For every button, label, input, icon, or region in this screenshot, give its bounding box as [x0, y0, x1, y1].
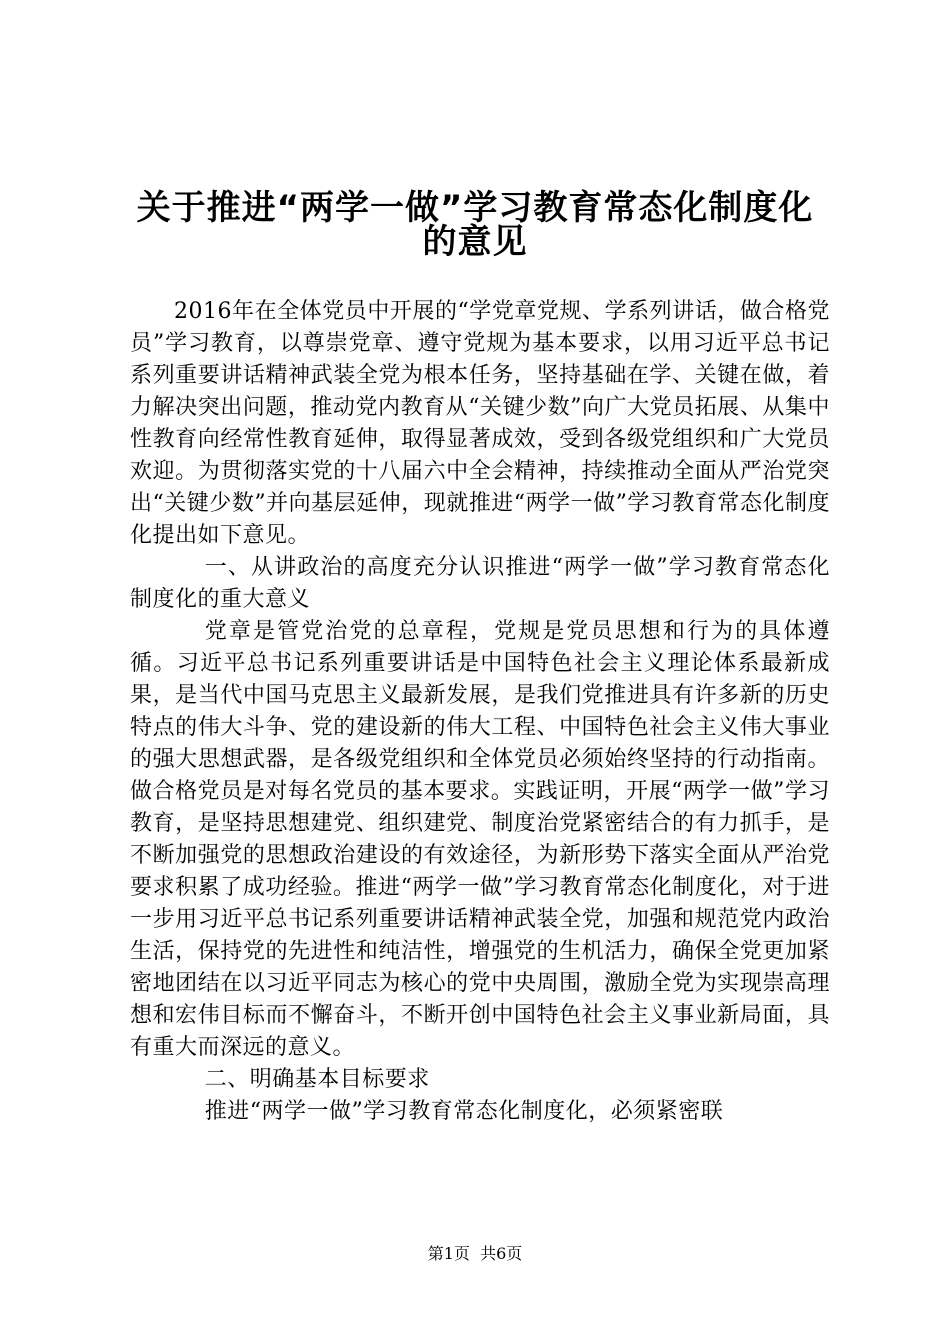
section-1-paragraph: 党章是管党治党的总章程，党规是党员思想和行为的具体遵循。习近平总书记系列重要讲话是中国特色社会主义理论体系最新成果，是当代中国马克思主义最新发展，是我们党推进具有许多新的历史特点的伟大斗争、党的建设新的伟大工程、中国特色社会主义伟大事业的强大思想武器，是各级党组织和全体党员必须始终坚持的行动指南。做合格党员是对每名党员的基本要求。实践证明，开展“两学一做”学习教育，是坚持思想建党、组织建党、制度治党紧密结合的有力抓手，是不断加强党的思想政治建设的有效途径，为新形势下落实全面从严治党要求积累了成功经验。推进“两学一做”学习教育常态化制度化，对于进一步用习近平总书记系列重要讲话精神武装全党，加强和规范党内政治生活，保持党的先进性和纯洁性，增强党的生机活力，确保全党更加紧密地团结在以习近平同志为核心的党中央周围，激励全党为实现崇高理想和宏伟目标而不懈奋斗，不断开创中国特色社会主义事业新局面，具有重大而深远的意义。 [130, 619, 830, 1060]
section-heading-1: 一、从讲政治的高度充分认识推进“两学一做”学习教育常态化制度化的重大意义 [130, 555, 830, 612]
page-footer: 第1页 共6页 [427, 1244, 523, 1263]
document-title-line-1: 关于推进“两学一做”学习教育常态化制度化 [136, 188, 814, 228]
section-2-paragraph: 推进“两学一做”学习教育常态化制度化，必须紧密联 [204, 1099, 724, 1124]
document-body [130, 296, 830, 1128]
section-heading-2: 二、明确基本目标要求 [204, 1067, 430, 1092]
document-title-line-2: 的意见 [422, 222, 528, 262]
intro-paragraph: 2016年在全体党员中开展的“学党章党规、学系列讲话，做合格党员”学习教育，以尊崇党章、遵守党规为基本要求，以用习近平总书记系列重要讲话精神武装全党为根本任务，坚持基础在学、关键在做，着力解决突出问题，推动党内教育从“关键少数”向广大党员拓展、从集中性教育向经常性教育延伸，取得显著成效，受到各级党组织和广大党员欢迎。为贯彻落实党的十八届六中全会精神，持续推动全面从严治党突出“关键少数”并向基层延伸，现就推进“两学一做”学习教育常态化制度化提出如下意见。 [130, 299, 830, 548]
